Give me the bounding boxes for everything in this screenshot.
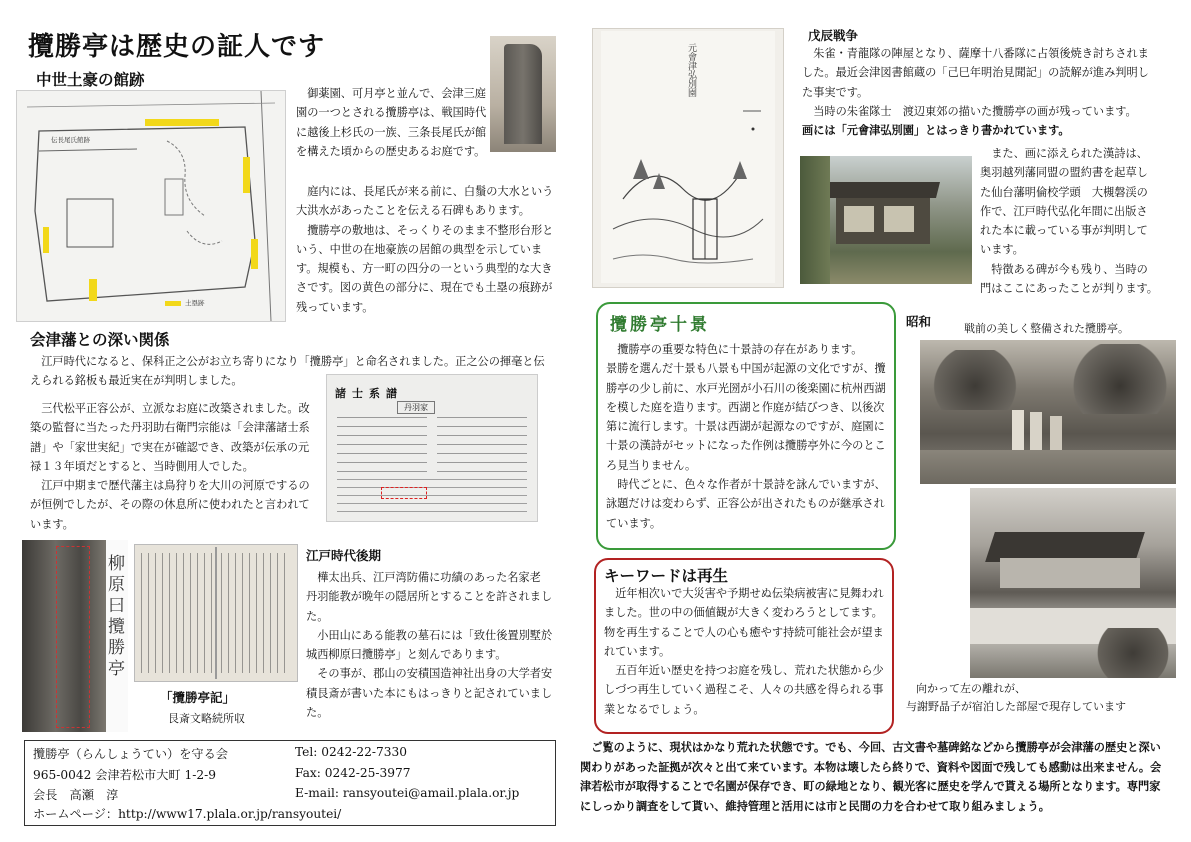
medieval-text: [296, 84, 488, 161]
closing-statement: ご覧のように、現状はかなり荒れた状態です。でも、今回、古文書や墓碑銘などから攬勝亭が会津藩の歴史と深い関わりがあった証拠が次々と出て来ています。本物は壊したら終りで、資料や図面で残しても感動は出来ません。会津若松市が取得することで名園が保存でき、町の緑地となり、観光客に歴史を学んで貰える場所となります。専門家にしっかり調査をして貰い、維持管理と活用には市と民間の力を合わせて取り組みましょう。: [580, 741, 1162, 813]
org-name: 攬勝亭（らんしょうてい）を守る会: [33, 747, 228, 761]
site-map-image: [16, 90, 286, 322]
section-heading-aizu: 会津藩との深い関係: [30, 331, 170, 349]
jikkei-para-3: 時代ごとに、色々な作者が十景詩を詠んでいますが、詠題だけは変わらず、正容公が出されたものが継承されています。: [606, 478, 886, 530]
aizu-para-2: 三代松平正容公が、立派なお庭に改築されました。改築の監督に当たった丹羽助右衛門宗能は「会津藩諸士系譜」や「家世実紀」で実在が確認でき、改築が伝承の元禄１３年頃だとすると、当時側用人でした。: [30, 402, 310, 473]
jikkei-text: [606, 340, 886, 533]
stone-monument-photo: [490, 36, 556, 152]
medieval-para-1: 御薬園、可月亭と並んで、会津三庭園の一つとされる攬勝亭は、戦国時代に越後上杉氏の一族、三条長尾氏が館を構えた頃からの歴史あるお庭です。: [296, 87, 487, 158]
book-caption: 「攬勝亭記」: [160, 690, 236, 705]
map-legend: 土塁跡: [185, 299, 205, 307]
section-heading-keyword: キーワードは再生: [604, 567, 729, 585]
doc-subtitle: 丹羽家: [397, 401, 435, 414]
book-source: 艮斎文略続所収: [168, 712, 245, 725]
book-photo: [134, 544, 298, 682]
section-heading-late-edo: 江戸時代後期: [306, 548, 382, 563]
gravestone-inscription-photo: [22, 540, 128, 732]
prewar-garden-photo: [920, 340, 1176, 484]
ink-drawing-photo: [592, 28, 784, 288]
genealogy-document-photo: [326, 374, 538, 522]
keyword-para-2: 五百年近い歴史を持つお庭を残し、荒れた状態から少しづつ再生していく過程こそ、人々の共感を得られる事業となるでしょう。: [604, 664, 884, 716]
aizu-text-2: [30, 399, 320, 534]
org-address: 965-0042 会津若松市大町 1-2-9: [33, 768, 216, 782]
doc-title: 諸士系譜: [335, 387, 403, 400]
house-photo: [800, 156, 972, 284]
keyword-para-1: 近年相次いで大災害や予期せぬ伝染病被害に見舞われました。世の中の価値観が大きく変わろうとしてます。物を再生することで人の心も癒やす持続可能社会が望まれています。: [604, 587, 884, 658]
org-fax: Fax: 0242-25-3977: [295, 766, 411, 780]
boshin-para-1: 朱雀・青龍隊の陣屋となり、薩摩十八番隊に占領後焼き討ちされました。最近会津図書館蔵の「己巳年明治見聞記」の読解が進み判明した事実です。: [802, 47, 1149, 99]
contact-info-box: [24, 740, 556, 826]
prewar-house-photo: [970, 488, 1176, 678]
boshin-para-4: また、画に添えられた漢詩は、奥羽越列藩同盟の盟約書を起草した仙台藩明倫校学頭 大槻磐渓の作で、江戸時代弘化年間に出版された本に載っている事が判明しています。: [980, 147, 1148, 257]
medieval-text-2: [296, 182, 556, 317]
org-homepage-link[interactable]: ホームページ：http://www17.plala.or.jp/ransyoutei/: [33, 807, 342, 821]
late-edo-para-1: 樺太出兵、江戸湾防備に功績のあった名家老 丹羽能教が晩年の隠居所とすることを許されました。: [306, 571, 553, 623]
showa-caption-top: 戦前の美しく整備された攬勝亭。: [964, 322, 1129, 335]
showa-caption-bottom-1: 向かって左の離れが、: [916, 682, 1026, 695]
boshin-text-2: [980, 144, 1158, 298]
boshin-para-2: 当時の朱雀隊士 渡辺東郊の描いた攬勝亭の画が残っています。: [813, 104, 1137, 118]
aizu-para-1: 江戸時代になると、保科正之公がお立ち寄りになり「攬勝亭」と命名されました。正之公の揮毫と伝えられる銘板も最近実在が判明しました。: [30, 355, 545, 388]
jikkei-para-2: 景勝を選んだ十景も八景も中国が起源の文化ですが、攬勝亭の少し前に、水戸光圀が小石川の後楽園に杭州西湖を模した庭を造ります。西湖と作庭が結びつき、以後次第に流行します。十景は西湖が起源なのですが、庭園に十景の漢詩がセットになった作例は攬勝亭外に今のところ見当りません。: [606, 362, 886, 472]
boshin-text-1: [802, 44, 1158, 140]
late-edo-text: [306, 568, 554, 722]
boshin-para-3-text: 画には「元會津弘別園」とはっきり書かれています。: [802, 124, 1070, 138]
late-edo-para-2: 小田山にある能教の墓石には「致仕後置別墅於城西柳原曰攬勝亭」と刻んであります。: [306, 628, 553, 662]
section-heading-jikkei: 攬勝亭十景: [610, 315, 710, 335]
jikkei-para-1: 攬勝亭の重要な特色に十景詩の存在があります。: [617, 343, 863, 356]
section-heading-boshin: 戊辰戦争: [808, 28, 859, 43]
section-heading-medieval: 中世土豪の館跡: [36, 71, 145, 89]
medieval-para-3: 攬勝亭の敷地は、そっくりそのまま不整形台形という、中世の在地豪族の居館の典型を示しています。規模も、方一町の四分の一という典型的な大きさです。図の黄色の部分に、現在でも土塁の痕跡が残っています。: [296, 223, 554, 314]
showa-caption-bottom-2: 与謝野晶子が宿泊した部屋で現存しています: [906, 700, 1126, 713]
late-edo-para-3: その事が、郡山の安積国造神社出身の大学者安積艮斎が書いた本にもはっきりと記されていました。: [306, 667, 553, 720]
page-title: 攬勝亭は歴史の証人です: [28, 32, 326, 62]
stone-inscription-text: 柳原曰攬勝亭: [108, 554, 125, 679]
map-label: 伝長尾氏館跡: [51, 136, 90, 144]
org-tel: Tel: 0242-22-7330: [295, 745, 408, 759]
medieval-para-2: 庭内には、長尾氏が来る前に、白鬚の大水という大洪水があったことを伝える石碑もあります。: [296, 185, 554, 218]
org-chair: 会長 高瀬 淳: [33, 788, 119, 802]
section-heading-showa: 昭和: [906, 314, 932, 329]
boshin-para-5: 特徴ある碑が今も残り、当時の門はここにあったことが判ります。: [980, 262, 1158, 296]
keyword-text: [604, 584, 884, 719]
org-email-link[interactable]: E-mail: ransyoutei@amail.plala.or.jp: [295, 786, 520, 800]
aizu-para-3: 江戸中期まで歴代藩主は鳥狩りを大川の河原でするのが恒例でしたが、その際の休息所に使われたと言われています。: [30, 479, 310, 531]
drawing-inscription: 元會津弘別園: [686, 43, 696, 97]
boshin-para-3: [802, 121, 1158, 140]
